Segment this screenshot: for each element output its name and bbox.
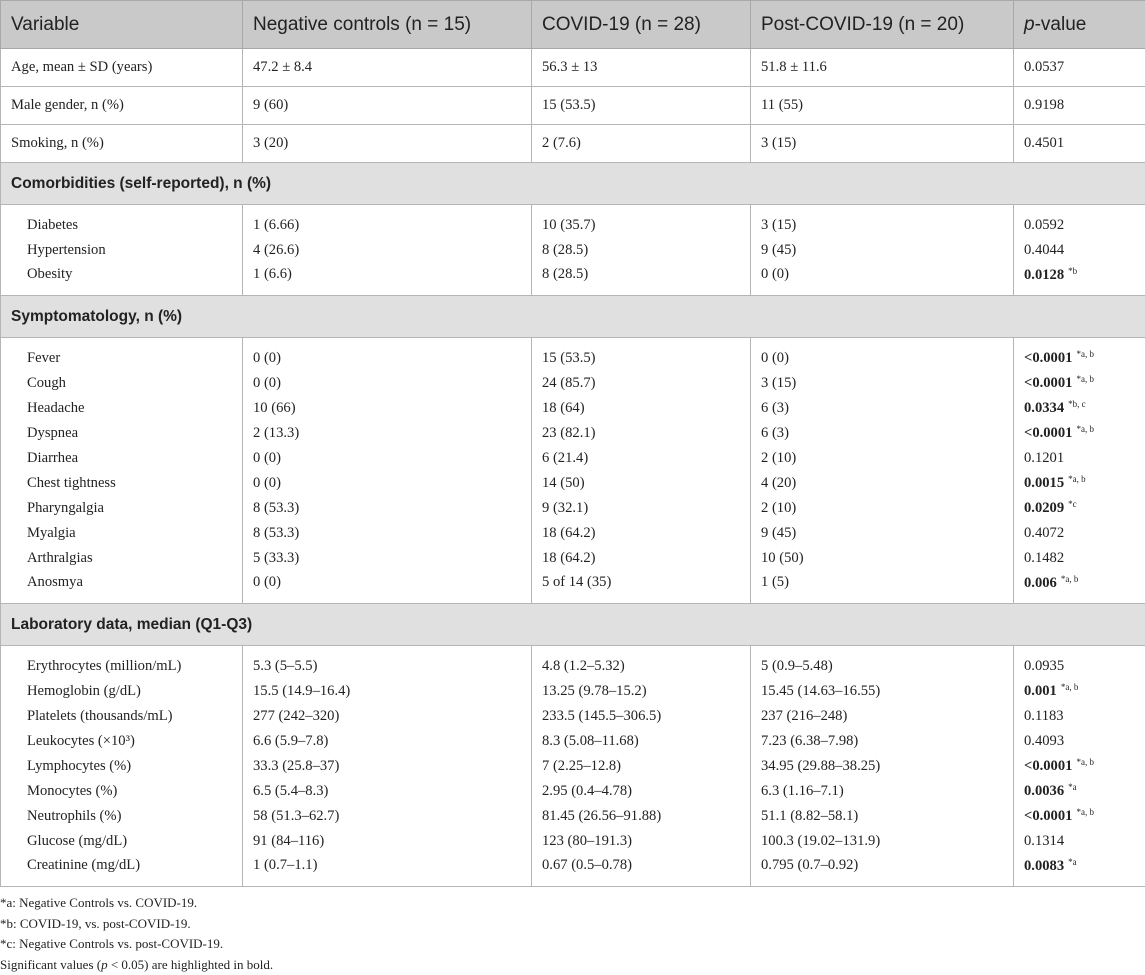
table-row [1, 371, 1145, 396]
significance-marker: *b [1068, 266, 1077, 276]
significance-marker: *a, b [1076, 807, 1094, 817]
cell-covid: 9 (32.1) [532, 496, 751, 521]
cell-post-covid: 6 (3) [751, 396, 1014, 421]
table-row [1, 704, 1145, 729]
section-title: Symptomatology, n (%) [1, 296, 1145, 338]
p-value-text: 0.1482 [1024, 550, 1064, 566]
table-row [1, 49, 1145, 87]
cell-p-value [1014, 396, 1145, 421]
table-row [1, 87, 1145, 125]
cell-covid: 0.67 (0.5–0.78) [532, 854, 751, 887]
cell-p-value [1014, 496, 1145, 521]
cell-p-value [1014, 729, 1145, 754]
table-row [1, 496, 1145, 521]
p-value-text: <0.0001 [1024, 758, 1072, 774]
cell-variable: Diarrhea [1, 446, 243, 471]
cell-negative-controls: 0 (0) [243, 338, 532, 371]
cell-variable: Erythrocytes (million/mL) [1, 646, 243, 679]
cell-negative-controls: 0 (0) [243, 446, 532, 471]
cell-variable: Monocytes (%) [1, 779, 243, 804]
cell-p-value [1014, 49, 1145, 87]
table-row [1, 205, 1145, 238]
p-value-text: 0.0537 [1024, 59, 1064, 75]
cell-p-value [1014, 87, 1145, 125]
cell-post-covid: 11 (55) [751, 87, 1014, 125]
cell-post-covid: 2 (10) [751, 446, 1014, 471]
cell-variable: Age, mean ± SD (years) [1, 49, 243, 87]
cell-p-value [1014, 338, 1145, 371]
cell-post-covid: 51.1 (8.82–58.1) [751, 804, 1014, 829]
table-row [1, 754, 1145, 779]
significance-marker: *a, b [1076, 757, 1094, 767]
cell-post-covid: 100.3 (19.02–131.9) [751, 829, 1014, 854]
cell-variable: Dyspnea [1, 421, 243, 446]
cell-covid: 81.45 (26.56–91.88) [532, 804, 751, 829]
cell-negative-controls: 277 (242–320) [243, 704, 532, 729]
cell-post-covid: 3 (15) [751, 125, 1014, 163]
cell-post-covid: 7.23 (6.38–7.98) [751, 729, 1014, 754]
p-value-text: 0.0128 [1024, 267, 1064, 283]
significance-marker: *a, b [1076, 424, 1094, 434]
footnote-a: *a: Negative Controls vs. COVID-19. [0, 893, 1145, 914]
p-value-text: <0.0001 [1024, 808, 1072, 824]
cell-post-covid: 0 (0) [751, 338, 1014, 371]
p-value-text: <0.0001 [1024, 350, 1072, 366]
cell-variable: Smoking, n (%) [1, 125, 243, 163]
cell-covid: 10 (35.7) [532, 205, 751, 238]
sig-note-post: < 0.05) are highlighted in bold. [108, 957, 273, 972]
section-title: Laboratory data, median (Q1-Q3) [1, 604, 1145, 646]
cell-covid: 7 (2.25–12.8) [532, 754, 751, 779]
cell-negative-controls: 2 (13.3) [243, 421, 532, 446]
cell-negative-controls: 58 (51.3–62.7) [243, 804, 532, 829]
cell-covid: 14 (50) [532, 471, 751, 496]
cell-variable: Neutrophils (%) [1, 804, 243, 829]
cell-covid: 2 (7.6) [532, 125, 751, 163]
cell-negative-controls: 33.3 (25.8–37) [243, 754, 532, 779]
cell-negative-controls: 9 (60) [243, 87, 532, 125]
section-row [1, 163, 1145, 205]
table-row [1, 729, 1145, 754]
cell-negative-controls: 0 (0) [243, 371, 532, 396]
cell-variable: Glucose (mg/dL) [1, 829, 243, 854]
cell-variable: Diabetes [1, 205, 243, 238]
cell-negative-controls: 91 (84–116) [243, 829, 532, 854]
cell-negative-controls: 8 (53.3) [243, 496, 532, 521]
table-row [1, 338, 1145, 371]
table-row [1, 571, 1145, 604]
cell-post-covid: 2 (10) [751, 496, 1014, 521]
cell-covid: 123 (80–191.3) [532, 829, 751, 854]
cell-post-covid: 10 (50) [751, 546, 1014, 571]
cell-covid: 8.3 (5.08–11.68) [532, 729, 751, 754]
cell-p-value [1014, 371, 1145, 396]
cell-post-covid: 3 (15) [751, 371, 1014, 396]
cell-p-value [1014, 679, 1145, 704]
table-row [1, 125, 1145, 163]
cell-negative-controls: 3 (20) [243, 125, 532, 163]
cell-covid: 18 (64) [532, 396, 751, 421]
cell-covid: 8 (28.5) [532, 263, 751, 296]
section-title: Comorbidities (self-reported), n (%) [1, 163, 1145, 205]
cell-variable: Headache [1, 396, 243, 421]
p-value-text: 0.1183 [1024, 708, 1064, 724]
cell-covid: 4.8 (1.2–5.32) [532, 646, 751, 679]
p-value-text: 0.0592 [1024, 217, 1064, 233]
cell-p-value [1014, 205, 1145, 238]
cell-p-value [1014, 829, 1145, 854]
p-value-text: 0.4044 [1024, 242, 1064, 258]
significance-marker: *c [1068, 499, 1077, 509]
cell-covid: 15 (53.5) [532, 338, 751, 371]
p-value-text: 0.1201 [1024, 450, 1064, 466]
significance-marker: *a [1068, 857, 1077, 867]
cell-post-covid: 5 (0.9–5.48) [751, 646, 1014, 679]
cell-p-value [1014, 125, 1145, 163]
significance-marker: *a, b [1068, 474, 1086, 484]
header-covid: COVID-19 (n = 28) [532, 1, 751, 49]
table-row [1, 421, 1145, 446]
cell-post-covid: 3 (15) [751, 205, 1014, 238]
cell-p-value [1014, 238, 1145, 263]
footnote-b: *b: COVID-19, vs. post-COVID-19. [0, 914, 1145, 935]
cell-p-value [1014, 804, 1145, 829]
p-value-text: 0.0015 [1024, 475, 1064, 491]
significance-marker: *a, b [1061, 574, 1079, 584]
cell-covid: 233.5 (145.5–306.5) [532, 704, 751, 729]
table-row [1, 521, 1145, 546]
sig-note-p: p [101, 957, 108, 972]
footnotes [0, 887, 1145, 975]
cell-covid: 56.3 ± 13 [532, 49, 751, 87]
cell-post-covid: 6 (3) [751, 421, 1014, 446]
cell-covid: 6 (21.4) [532, 446, 751, 471]
cell-covid: 23 (82.1) [532, 421, 751, 446]
cell-p-value [1014, 754, 1145, 779]
significance-marker: *b, c [1068, 399, 1086, 409]
footnote-significance [0, 955, 1145, 975]
cell-negative-controls: 5 (33.3) [243, 546, 532, 571]
cell-negative-controls: 4 (26.6) [243, 238, 532, 263]
cell-negative-controls: 1 (0.7–1.1) [243, 854, 532, 887]
table-row [1, 446, 1145, 471]
cell-variable: Cough [1, 371, 243, 396]
header-row [1, 1, 1145, 49]
cell-covid: 5 of 14 (35) [532, 571, 751, 604]
cell-covid: 8 (28.5) [532, 238, 751, 263]
cell-covid: 2.95 (0.4–4.78) [532, 779, 751, 804]
p-value-text: 0.001 [1024, 683, 1057, 699]
table-row [1, 854, 1145, 887]
cell-covid: 24 (85.7) [532, 371, 751, 396]
table-row [1, 396, 1145, 421]
table-row [1, 263, 1145, 296]
cell-p-value [1014, 646, 1145, 679]
p-value-text: 0.4093 [1024, 733, 1064, 749]
table-row [1, 779, 1145, 804]
cell-post-covid: 9 (45) [751, 238, 1014, 263]
cell-post-covid: 0.795 (0.7–0.92) [751, 854, 1014, 887]
cell-variable: Lymphocytes (%) [1, 754, 243, 779]
cell-negative-controls: 1 (6.6) [243, 263, 532, 296]
cell-post-covid: 9 (45) [751, 521, 1014, 546]
section-row [1, 296, 1145, 338]
p-value-text: 0.1314 [1024, 833, 1064, 849]
cell-variable: Myalgia [1, 521, 243, 546]
table-body [1, 49, 1145, 887]
cell-post-covid: 34.95 (29.88–38.25) [751, 754, 1014, 779]
p-value-text: 0.0083 [1024, 858, 1064, 874]
p-value-text: 0.0209 [1024, 500, 1064, 516]
cell-variable: Arthralgias [1, 546, 243, 571]
p-value-text: 0.9198 [1024, 97, 1064, 113]
cell-p-value [1014, 471, 1145, 496]
cell-variable: Fever [1, 338, 243, 371]
p-value-text: 0.0935 [1024, 658, 1064, 674]
p-value-text: <0.0001 [1024, 425, 1072, 441]
cell-variable: Anosmya [1, 571, 243, 604]
cell-negative-controls: 10 (66) [243, 396, 532, 421]
p-value-text: 0.4072 [1024, 525, 1064, 541]
cell-p-value [1014, 521, 1145, 546]
header-negative-controls: Negative controls (n = 15) [243, 1, 532, 49]
table-row [1, 804, 1145, 829]
cell-negative-controls: 6.5 (5.4–8.3) [243, 779, 532, 804]
cell-variable: Chest tightness [1, 471, 243, 496]
cell-variable: Male gender, n (%) [1, 87, 243, 125]
footnote-c: *c: Negative Controls vs. post-COVID-19. [0, 934, 1145, 955]
cell-post-covid: 6.3 (1.16–7.1) [751, 779, 1014, 804]
p-value-text: 0.006 [1024, 575, 1057, 591]
table-row [1, 679, 1145, 704]
cell-negative-controls: 0 (0) [243, 471, 532, 496]
p-value-text: <0.0001 [1024, 375, 1072, 391]
significance-marker: *a, b [1076, 374, 1094, 384]
table-row [1, 646, 1145, 679]
cell-negative-controls: 1 (6.66) [243, 205, 532, 238]
cell-negative-controls: 5.3 (5–5.5) [243, 646, 532, 679]
significance-marker: *a, b [1076, 349, 1094, 359]
header-variable: Variable [1, 1, 243, 49]
cell-post-covid: 4 (20) [751, 471, 1014, 496]
table-row [1, 546, 1145, 571]
header-p-suffix: -value [1035, 14, 1087, 35]
cell-variable: Leukocytes (×10³) [1, 729, 243, 754]
header-post-covid: Post-COVID-19 (n = 20) [751, 1, 1014, 49]
cell-p-value [1014, 704, 1145, 729]
table-row [1, 238, 1145, 263]
p-value-text: 0.4501 [1024, 135, 1064, 151]
cell-p-value [1014, 779, 1145, 804]
cell-covid: 18 (64.2) [532, 546, 751, 571]
header-p-value [1014, 1, 1145, 49]
cell-variable: Hypertension [1, 238, 243, 263]
cell-variable: Platelets (thousands/mL) [1, 704, 243, 729]
cell-variable: Pharyngalgia [1, 496, 243, 521]
table-row [1, 471, 1145, 496]
p-value-text: 0.0334 [1024, 400, 1064, 416]
cell-variable: Creatinine (mg/dL) [1, 854, 243, 887]
cell-variable: Obesity [1, 263, 243, 296]
header-p-italic: p [1024, 14, 1035, 35]
cell-negative-controls: 0 (0) [243, 571, 532, 604]
cell-p-value [1014, 571, 1145, 604]
cell-p-value [1014, 263, 1145, 296]
table-header [1, 1, 1145, 49]
cell-post-covid: 15.45 (14.63–16.55) [751, 679, 1014, 704]
cell-negative-controls: 6.6 (5.9–7.8) [243, 729, 532, 754]
section-row [1, 604, 1145, 646]
cell-negative-controls: 15.5 (14.9–16.4) [243, 679, 532, 704]
cell-p-value [1014, 421, 1145, 446]
cell-covid: 15 (53.5) [532, 87, 751, 125]
cell-post-covid: 51.8 ± 11.6 [751, 49, 1014, 87]
p-value-text: 0.0036 [1024, 783, 1064, 799]
cell-p-value [1014, 446, 1145, 471]
cell-post-covid: 237 (216–248) [751, 704, 1014, 729]
sig-note-pre: Significant values ( [0, 957, 101, 972]
cell-post-covid: 1 (5) [751, 571, 1014, 604]
cell-p-value [1014, 854, 1145, 887]
cell-covid: 18 (64.2) [532, 521, 751, 546]
significance-marker: *a, b [1061, 682, 1079, 692]
cell-negative-controls: 8 (53.3) [243, 521, 532, 546]
cell-p-value [1014, 546, 1145, 571]
significance-marker: *a [1068, 782, 1077, 792]
cell-post-covid: 0 (0) [751, 263, 1014, 296]
cell-covid: 13.25 (9.78–15.2) [532, 679, 751, 704]
table-row [1, 829, 1145, 854]
cell-negative-controls: 47.2 ± 8.4 [243, 49, 532, 87]
cell-variable: Hemoglobin (g/dL) [1, 679, 243, 704]
